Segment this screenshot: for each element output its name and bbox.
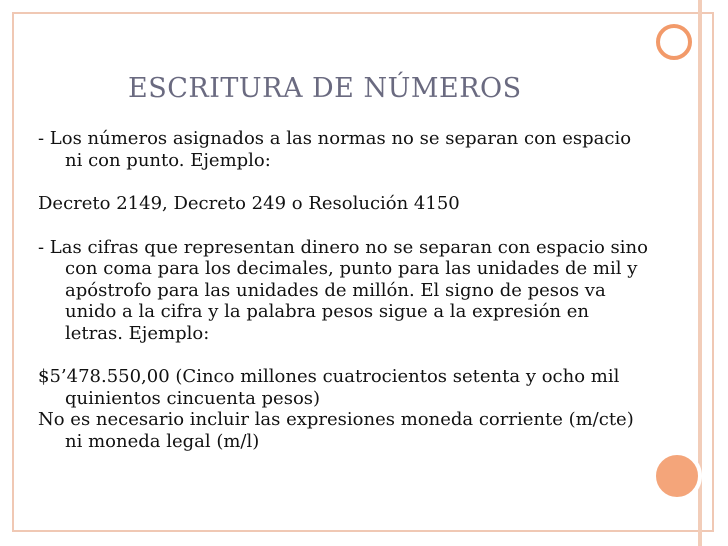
decorative-dot-icon xyxy=(652,451,702,501)
paragraph-money-rule: - Las cifras que representan dinero no se separan con espacio sino con coma para los decimales, punto para las unidades de mil y apóstrofo para las unidades de millón. El signo de pesos va unido a la cifra y la palabra pesos sigue a la expresión en letras. Ejemplo: xyxy=(38,236,648,344)
paragraph-numbers-rule: - Los números asignados a las normas no se separan con espacio ni con punto. Ejemplo: xyxy=(38,128,632,171)
slide-body xyxy=(38,128,650,452)
paragraph-currency-note: No es necesario incluir las expresiones moneda corriente (m/cte) ni moneda legal (m/l) xyxy=(38,409,634,452)
slide-title: ESCRITURA DE NÚMEROS xyxy=(128,73,522,104)
decorative-ring-icon xyxy=(656,24,692,60)
paragraph-money-example: $5’478.550,00 (Cinco millones cuatrocientos setenta y ocho mil quinientos cincuenta pesos) xyxy=(38,366,620,409)
paragraph-decree-example: Decreto 2149, Decreto 249 o Resolución 4150 xyxy=(38,193,460,214)
